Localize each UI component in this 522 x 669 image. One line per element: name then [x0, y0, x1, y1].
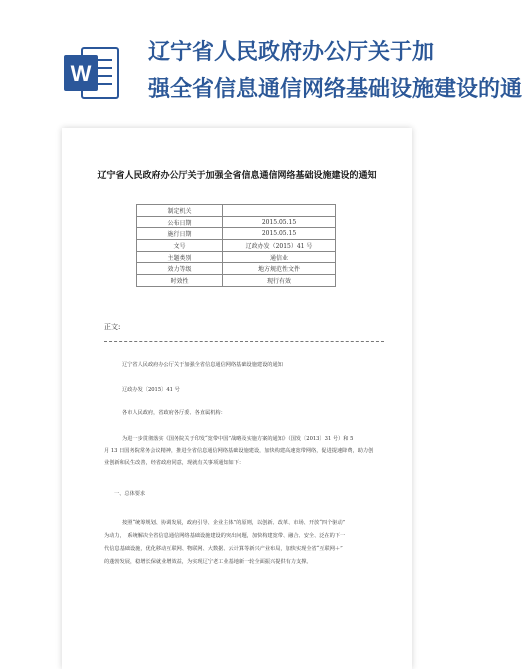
- banner: [0, 0, 522, 110]
- body-line: 辽宁省人民政府办公厅关于加强全省信息通信网络基础设施建设的通知: [122, 362, 283, 368]
- body-line: 月 13 日国务院常务会议精神，推进全省信息通信网络基础设施建设，加快构建高速宽带网络，促进提速降费，助力创: [104, 448, 374, 454]
- metadata-row: [137, 275, 336, 287]
- metadata-key: 主题类别: [137, 251, 223, 263]
- metadata-value: 现行有效: [223, 275, 336, 287]
- metadata-row: [137, 216, 336, 228]
- section-heading: 一、总体要求: [114, 491, 146, 497]
- body-line: 为动力， 系统解决全省信息通信网络基础设施建设的突出问题，加快构建宽带、融合、安全、泛在的下一: [104, 533, 346, 539]
- body-line: 业创新和民生改善，经省政府同意，现就有关事项通知如下：: [104, 460, 245, 466]
- metadata-value: 2015.05.15: [223, 216, 336, 228]
- metadata-key: 时效性: [137, 275, 223, 287]
- word-document-icon: [60, 42, 122, 104]
- metadata-row: [137, 240, 336, 252]
- word-icon-letter: W: [70, 61, 92, 86]
- metadata-row: [137, 263, 336, 275]
- metadata-row: [137, 251, 336, 263]
- banner-title: [148, 34, 522, 108]
- metadata-key: 施行日期: [137, 228, 223, 240]
- body-line: 代信息基础设施，优化移动互联网、物联网、大数据、云计算等新兴产业布局，加快实现全省“互联网＋”: [104, 546, 343, 552]
- metadata-row: [137, 228, 336, 240]
- banner-title-line-2: 强全省信息通信网络基础设施建设的通: [148, 77, 522, 102]
- body-label: 正文:: [104, 323, 121, 331]
- separator-line: [104, 341, 384, 342]
- metadata-key: 文号: [137, 240, 223, 252]
- banner-title-line-1: 辽宁省人民政府办公厅关于加: [148, 40, 435, 65]
- metadata-key: 效力等级: [137, 263, 223, 275]
- body-line: 的蓬勃发展，稳增长保就业增效益，为实现辽宁老工业基地新一轮全面振兴提供有力支撑。: [104, 559, 312, 565]
- metadata-value: 通信业: [223, 251, 336, 263]
- metadata-row: [137, 205, 336, 217]
- metadata-table: [136, 204, 336, 287]
- document-page: [62, 128, 412, 669]
- body-line: 辽政办发〔2015〕41 号: [122, 387, 180, 393]
- metadata-value: [223, 205, 336, 217]
- body-line: 按照“统筹规划、协调发展，政府引导、企业主体”的原则，以创新、改革、市场、开放“四个驱动”: [122, 520, 346, 526]
- metadata-key: 公布日期: [137, 216, 223, 228]
- metadata-value: 辽政办发（2015）41 号: [223, 240, 336, 252]
- body-line: 各市人民政府，省政府各厅委、各直属机构：: [122, 410, 226, 416]
- document-title: 辽宁省人民政府办公厅关于加强全省信息通信网络基础设施建设的通知: [97, 171, 377, 181]
- metadata-value: 2015.05.15: [223, 228, 336, 240]
- metadata-value: 地方规范性文件: [223, 263, 336, 275]
- metadata-key: 制定机关: [137, 205, 223, 217]
- body-line: 为进一步贯彻落实《国务院关于印发“宽带中国”战略及实施方案的通知》（国发〔2013〕31 号）和 5: [122, 436, 354, 442]
